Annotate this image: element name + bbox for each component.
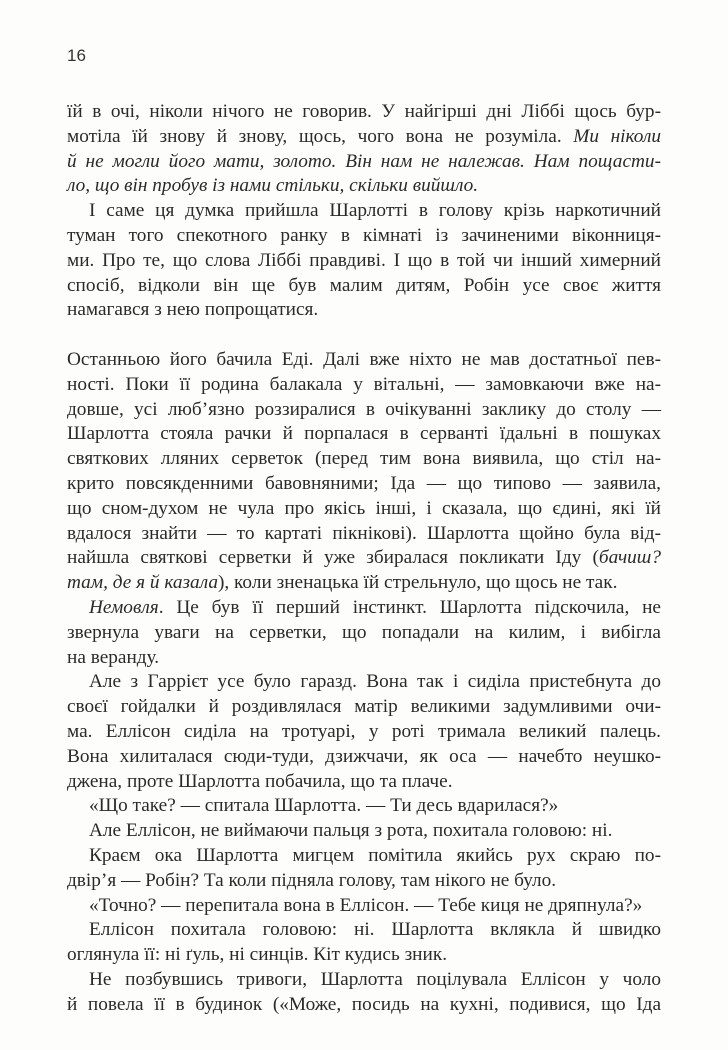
text-run: найшла святкові серветки й уже збиралася покликати Іду ( <box>67 547 599 569</box>
text-run: мотіла їй знову й знову, щось, чого вона не розуміла. <box>67 125 574 147</box>
body-text <box>67 100 661 1017</box>
text-line <box>67 249 661 274</box>
text-line <box>67 125 661 150</box>
text-run: вдалося знайти — то картаті пікнікові). Шарлотта щойно була від- <box>67 522 661 544</box>
text-line <box>67 968 661 993</box>
italic-text: Ми ніколи <box>573 125 661 147</box>
text-line <box>67 646 661 671</box>
text-run: Останньою його бачила Еді. Далі вже ніхто не мав достатньої пев- <box>67 348 661 370</box>
italic-text: й не могли його мати, золото. Він нам не належав. Нам пощасти- <box>67 150 661 172</box>
text-line <box>67 943 661 968</box>
text-line <box>67 869 661 894</box>
text-line <box>67 100 661 125</box>
text-run: що сном-духом не чула про якісь інші, і сказала, що єдині, які їй <box>67 497 661 519</box>
text-line <box>67 894 661 919</box>
blank-line <box>67 323 661 348</box>
text-line <box>67 571 661 596</box>
text-line <box>67 447 661 472</box>
text-line <box>67 199 661 224</box>
text-line <box>67 274 661 299</box>
page-number: 16 <box>67 46 86 65</box>
text-run: «Що таке? — спитала Шарлотта. — Ти десь вдарилася?» <box>89 795 559 817</box>
text-run: намагався з нею попрощатися. <box>67 299 319 321</box>
text-run: . Це був її перший інстинкт. Шарлотта підскочила, не <box>158 596 661 618</box>
text-line <box>67 844 661 869</box>
italic-text: ло, що він пробув із нами стільки, скільки вийшло. <box>67 175 479 197</box>
text-line <box>67 745 661 770</box>
text-run: ності. Поки її родина балакала у вітальні, — замовкаючи вже на- <box>67 373 661 395</box>
text-run: Краєм ока Шарлотта мигцем помітила якийсь рух скраю по- <box>89 844 661 866</box>
italic-text: Немовля <box>89 596 159 618</box>
text-run: Не позбувшись тривоги, Шарлотта поцілувала Еллісон у чоло <box>89 968 661 990</box>
text-line <box>67 398 661 423</box>
text-run: Вона хилиталася сюди-туди, дзижчачи, як оса — начебто неушко- <box>67 745 661 767</box>
text-line <box>67 150 661 175</box>
italic-text: там, де я й казала <box>67 572 218 594</box>
text-run: двір’я — Робін? Та коли підняла голову, там нікого не було. <box>67 869 557 891</box>
text-line <box>67 348 661 373</box>
text-line <box>67 497 661 522</box>
text-run: спосіб, відколи він ще був малим дитям, Робін усе своє життя <box>67 274 661 296</box>
text-run: ми. Про те, що слова Ліббі правдиві. І що в той чи інший химерний <box>67 249 661 271</box>
text-run: оглянула її: ні ґуль, ні синців. Кіт кудись зник. <box>67 944 448 966</box>
text-line <box>67 993 661 1018</box>
text-run: й повела її в будинок («Може, посидь на кухні, подивися, що Іда <box>67 993 661 1015</box>
text-line <box>67 596 661 621</box>
text-line <box>67 522 661 547</box>
text-run: довше, усі люб’язно роззиралися в очікуванні заклику до столу — <box>67 398 661 420</box>
text-run: І саме ця думка прийшла Шарлотті в голову крізь наркотичний <box>89 200 661 222</box>
text-line <box>67 918 661 943</box>
text-line <box>67 695 661 720</box>
text-run: Еллісон похитала головою: ні. Шарлотта вклякла й швидко <box>89 919 661 941</box>
text-line <box>67 174 661 199</box>
text-line <box>67 422 661 447</box>
text-run: ма. Еллісон сиділа на тротуарі, у роті тримала великий палець. <box>67 720 661 742</box>
text-run: Шарлотта стояла рачки й порпалася в серванті їдальні в пошуках <box>67 423 661 445</box>
text-line <box>67 621 661 646</box>
text-run: своєї гойдалки й роздивлялася матір великими задумливими очи- <box>67 696 661 718</box>
italic-text: бачиш? <box>598 547 661 569</box>
text-line <box>67 794 661 819</box>
text-line <box>67 670 661 695</box>
text-run: їй в очі, ніколи нічого не говорив. У найгірші дні Ліббі щось бур- <box>67 101 661 122</box>
text-run: звернула уваги на серветки, що попадали на килим, і вибігла <box>67 621 661 643</box>
text-line <box>67 224 661 249</box>
text-run: туман того спекотного ранку в кімнаті із зачиненими віконниця- <box>67 224 661 246</box>
text-line <box>67 373 661 398</box>
text-line <box>67 720 661 745</box>
text-run: на веранду. <box>67 646 160 668</box>
text-run: ), коли зненацька їй стрельнуло, що щось не так. <box>217 572 618 594</box>
text-line <box>67 819 661 844</box>
text-line <box>67 546 661 571</box>
text-line <box>67 298 661 323</box>
text-run: джена, проте Шарлотта побачила, що та плаче. <box>67 770 453 792</box>
text-line <box>67 770 661 795</box>
text-run: Але з Гаррієт усе було гаразд. Вона так і сиділа пристебнута до <box>89 671 661 693</box>
text-line <box>67 472 661 497</box>
text-run: святкових лляних серветок (перед тим вона виявила, що стіл на- <box>67 448 661 470</box>
text-run: Але Еллісон, не виймаючи пальця з рота, похитала головою: ні. <box>89 820 613 842</box>
text-run: крито повсякденними бавовняними; Іда — що типово — заявила, <box>67 472 661 494</box>
text-run: «Точно? — перепитала вона в Еллісон. — Тебе киця не дряпнула?» <box>89 894 643 916</box>
